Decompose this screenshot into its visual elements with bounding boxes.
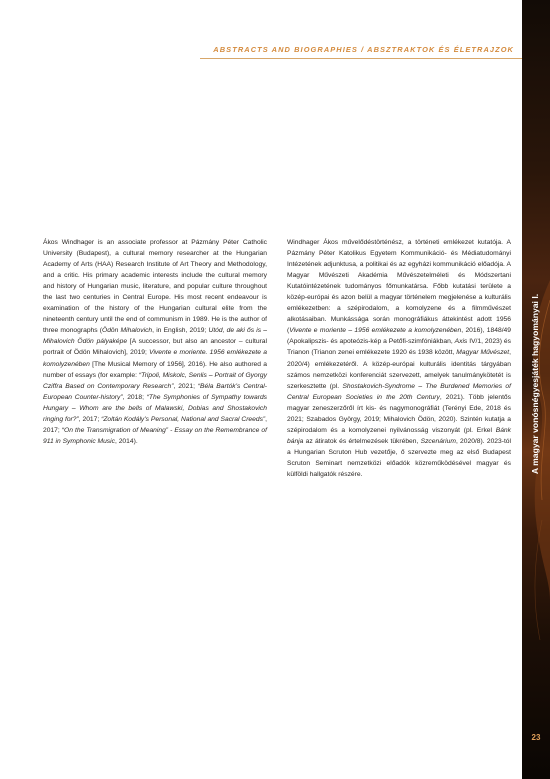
header-rule — [200, 58, 522, 59]
biography-english-text: Ákos Windhager is an associate professor at Pázmány Péter Catholic University (Budapest), a cultural memory researcher at the Hungarian Academy of Arts (HAA) Research Institute of Art Theory and Methodology, and a critic. His primary academic interests include the cultural memory and history of Hungarian music, literature, and popular culture throughout the last two centuries in Central Europe. His most recent endeavour is examination of the history of the Hungarian cultural elite from the nineteenth century until the end of communism in 1989. He is the author of three monographs (Ödön Mihalovich, in English, 2019; Utód, de aki ős is – Mihalovich Ödön pályaképe [A successor, but also an ancestor – cultural portrait of Ödön Mihalovich], 2019; Vivente e moriente. 1956 emlékezete a komolyzenében [The Musical Memory of 1956], 2016). He also authored a number of essays (for example: “Tripoli, Miskolc, Senlis – Portrait of Gyorgy Cziffra Based on Contemporary Research”, 2021; “Béla Bartók’s Central-European Counter-history”, 2018; “The Symphonies of Sympathy towards Hungary – Whom are the bells of Malawski, Dobias and Shostakovich ringing for?”, 2017; “Zoltán Kodály’s Personal, National and Sacral Creeds”, 2017; “On the Transmigration of Meaning” - Essay on the Remembrance of 911 in Symphonic Music, 2014). — [43, 239, 268, 445]
page-number: 23 — [531, 733, 541, 742]
biography-english — [43, 237, 267, 447]
biography-hungarian — [287, 237, 511, 480]
biography-hungarian-text: Windhager Ákos művelődéstörténész, a történeti emlékezet kutatója. A Pázmány Péter Katolikus Egyetem Kommunikáció- és Médiatudományi Intézetének adjunktusa, a politikai és az egyházi kommunikáció előadója. A Magyar Művészeti Akadémia Művészetelméleti és Módszertani Kutatóintézetének tudományos főmunkatársa. Főbb kutatási területe a közép-európai és azon belül a magyar történelem megjelenése a kulturális emlékezetben: a szépirodalom, a komolyzene és a filmművészet alkotásaiban. Munkássága során monográfiákus áttekintést adott 1956 (Vivente e moriente – 1956 emlékezete a komolyzenében, 2016), 1848/49 (Apokalipszis- és apoteózis-kép a Petőfi-szimfóniákban, Axis IV/1, 2023) és Trianon (Trianon zenei emlékezete 1920 és 1938 között, Magyar Művészet, 2020/4) emlékezetéről. A közép-európai kulturális identitás tárgyában számos nemzetközi konferenciát szervezett, amelyek tanulmánykötetét is szerkesztette (pl. Shostakovich-Syndrome – The Burdened Memories of Central European Societies in the 20th Century, 2021). Több jelentős magyar zeneszerzőről írt kis- és nagymonográfiát (Terényi Ede, 2018 és 2021; Szabados György, 2019; Mihalovich Ödön, 2020). Szintén kutatja a szépirodalom és a komolyzenei nyilvánosság viszonyát (pl. Erkel Bánk bánja az átiratok és értelmezések tükrében, Szcenárium, 2020/8). 2023-tól a Hungarian Scruton Hub vezetője, ő szervezte meg az első Budapest Scruton Seminart nemzetközi előadók közreműködésével magyar és külföldi hallgatók részére. — [287, 239, 512, 478]
running-header: ABSTRACTS AND BIOGRAPHIES / ABSZTRAKTOK ÉS ÉLETRAJZOK — [213, 45, 514, 54]
vertical-title-text: A magyar vonósnégyesjáték hagyományai I. — [530, 293, 540, 475]
